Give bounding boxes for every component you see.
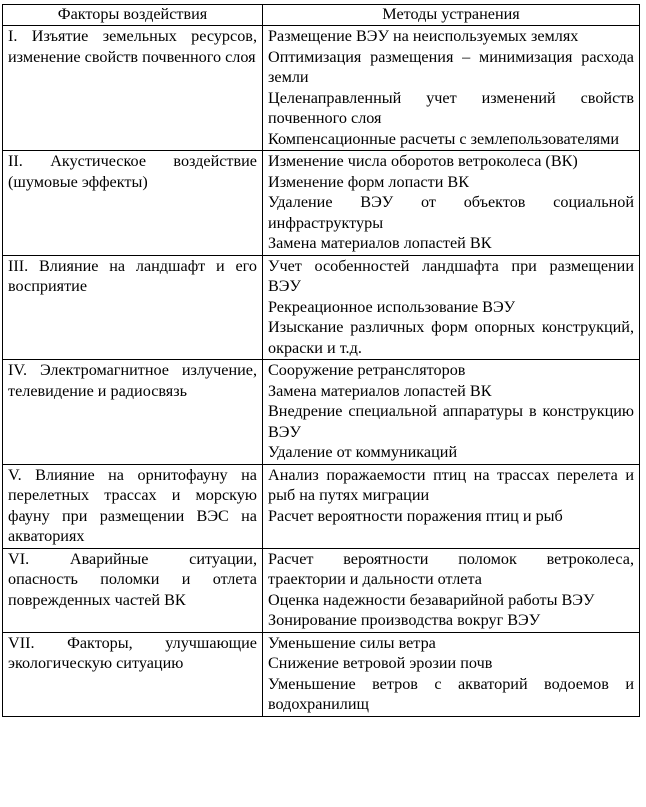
method-item: Расчет вероятности поражения птиц и рыб (268, 506, 563, 525)
factor-cell (3, 360, 263, 465)
method-item: Компенсационные расчеты с землепользователями (268, 129, 620, 148)
method-item: Удаление ВЭУ от объектов социальной инфраструктуры (268, 193, 634, 232)
method-item: Оценка надежности безаварийной работы ВЭУ (268, 590, 595, 609)
factor-cell (3, 464, 263, 548)
methods-cell (263, 632, 640, 716)
method-item: Анализ поражаемости птиц на трассах перелета и рыб на путях миграции (268, 465, 634, 504)
method-item: Размещение ВЭУ на неиспользуемых землях (268, 27, 579, 45)
table-row-7 (3, 632, 640, 716)
factors-methods-table (2, 4, 640, 717)
table-row-6 (3, 548, 640, 632)
method-item: Оптимизация размещения – минимизация расхода земли (268, 47, 634, 86)
method-item: Внедрение специальной аппаратуры в конструкцию ВЭУ (268, 402, 634, 441)
method-item: Изменение форм лопасти ВК (268, 172, 469, 191)
factor-text: IV. Электромагнитное излучение, телевидение и радиосвязь (8, 361, 257, 400)
table-row-4 (3, 360, 640, 465)
methods-cell (263, 255, 640, 360)
factor-text: I. Изъятие земельных ресурсов, изменение свойств почвенного слоя (8, 27, 257, 66)
factor-text: VII. Факторы, улучшающие экологическую ситуацию (8, 633, 257, 672)
cropped-caption-line (0, 0, 646, 2)
method-item: Сооружение ретрансляторов (268, 361, 466, 379)
table-row-1 (3, 26, 640, 151)
method-item: Целенаправленный учет изменений свойств почвенного слоя (268, 88, 634, 127)
methods-cell (263, 548, 640, 632)
methods-cell (263, 464, 640, 548)
table-row-5 (3, 464, 640, 548)
method-item: Изменение числа оборотов ветроколеса (ВК) (268, 152, 578, 170)
header-methods: Методы устранения (263, 5, 640, 26)
factor-cell (3, 255, 263, 360)
method-item: Снижение ветровой эрозии почв (268, 654, 493, 672)
method-item: Уменьшение силы ветра (268, 633, 436, 652)
method-item: Рекреационное использование ВЭУ (268, 297, 516, 316)
factor-cell (3, 548, 263, 632)
method-item: Замена материалов лопастей ВК (268, 234, 492, 252)
factor-text: II. Акустическое воздействие (шумовые эффекты) (8, 152, 257, 191)
method-item: Изыскание различных форм опорных конструкций, окраски и т.д. (268, 318, 634, 357)
methods-cell (263, 151, 640, 256)
table-header-row (3, 5, 640, 26)
header-factors: Факторы воздействия (3, 5, 263, 26)
method-item: Уменьшение ветров с акваторий водоемов и водохранилищ (268, 674, 634, 713)
factor-cell (3, 26, 263, 151)
method-item: Расчет вероятности поломок ветроколеса, траектории и дальности отлета (268, 549, 634, 588)
factor-text: VI. Аварийные ситуации, опасность поломки и отлета поврежденных частей ВК (8, 549, 257, 609)
factor-cell (3, 632, 263, 716)
factor-cell (3, 151, 263, 256)
table-row-3 (3, 255, 640, 360)
table-row-2 (3, 151, 640, 256)
methods-cell (263, 360, 640, 465)
method-item: Зонирование производства вокруг ВЭУ (268, 611, 541, 629)
methods-cell (263, 26, 640, 151)
method-item: Удаление от коммуникаций (268, 443, 458, 461)
method-item: Замена материалов лопастей ВК (268, 381, 492, 400)
factor-text: III. Влияние на ландшафт и его восприятие (8, 256, 257, 295)
factor-text: V. Влияние на орнитофауну на перелетных трассах и морскую фауну при размещении ВЭС на акваториях (8, 465, 257, 545)
method-item: Учет особенностей ландшафта при размещении ВЭУ (268, 256, 634, 295)
